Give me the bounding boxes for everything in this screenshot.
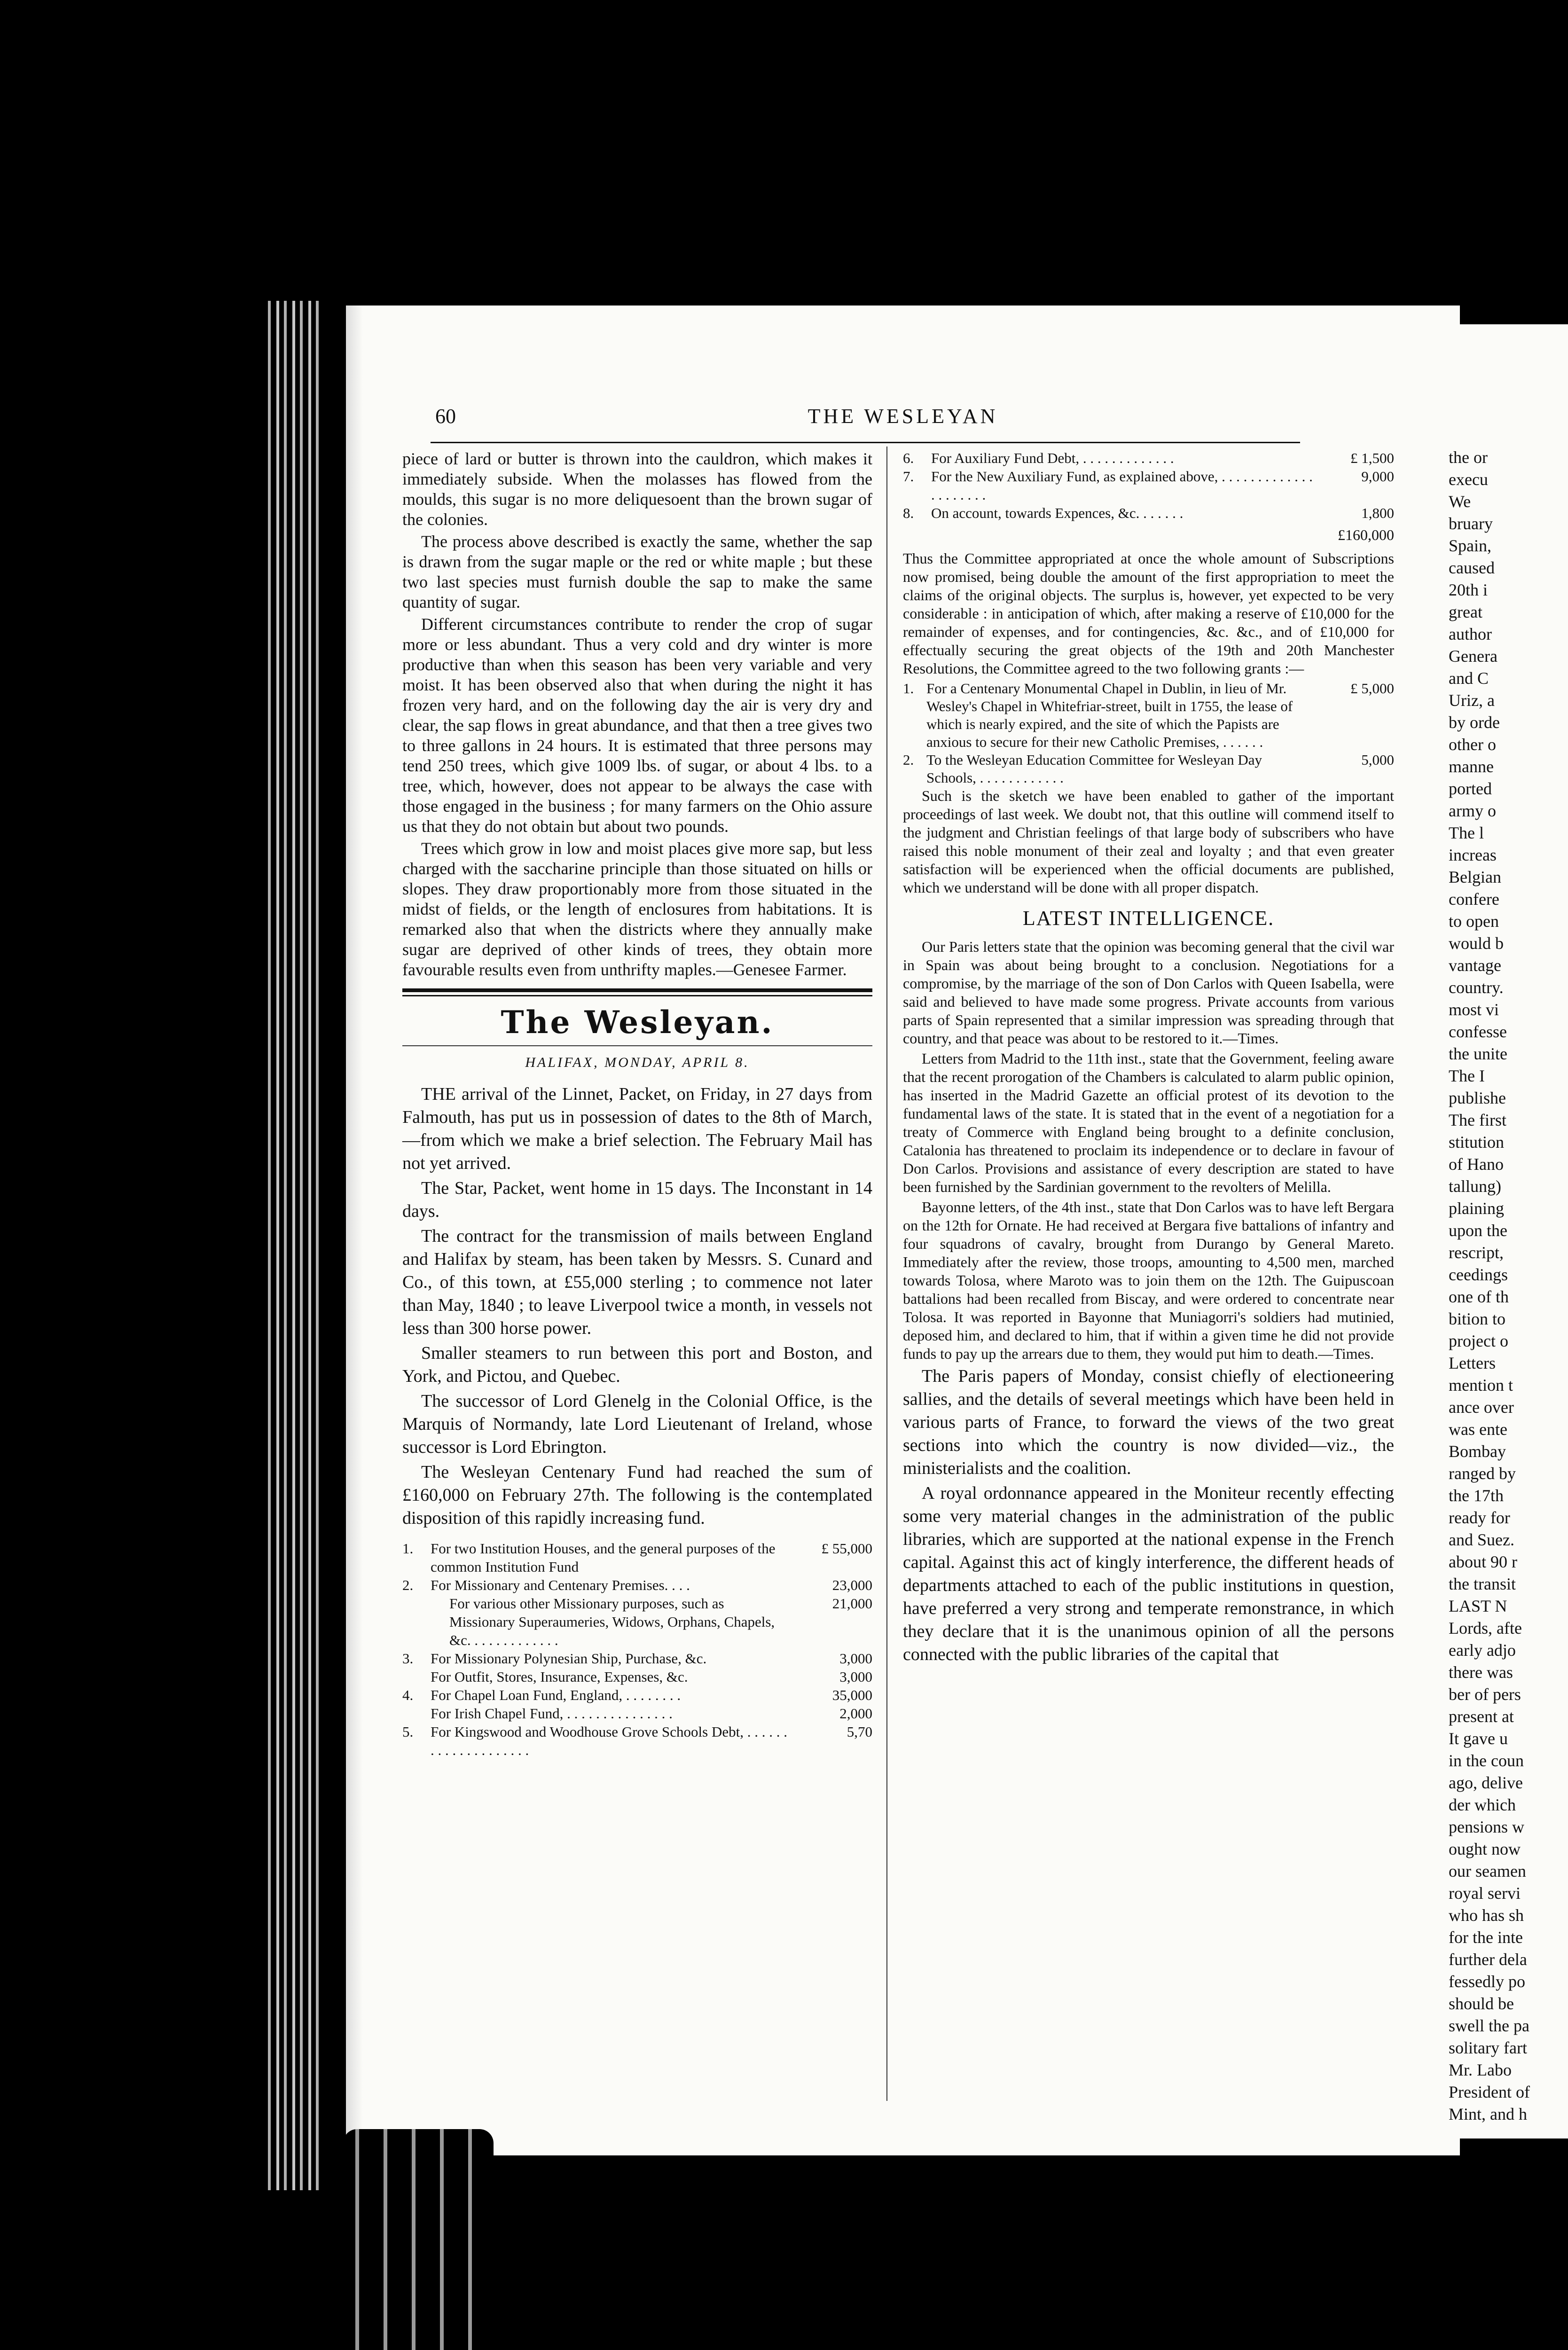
adjacent-page-fragment: project o: [1449, 1332, 1508, 1350]
adjacent-page-fragment: vantage: [1449, 956, 1501, 975]
adjacent-page-fragment: ported: [1449, 779, 1492, 798]
fund-item: 1. For two Institution Houses, and the general purposes of the common Institution Fund £ 55,000: [402, 1540, 872, 1575]
masthead-rule: [402, 988, 872, 996]
adjacent-page-fragment: confesse: [1449, 1022, 1507, 1041]
news-paragraph: A royal ordonnance appeared in the Moniteur recently effecting some very material changes in the administration of the public libraries, which are supported at the national expense in the French capital. Against this act of kingly interference, the different heads of departments attached to each of the public institutions in question, have preferred a very strong and temperate remonstrance, in which they declare that it is the unanimous opinion of all the persons connected with the public libraries of the capital that: [903, 1483, 1394, 1664]
news-paragraph: Smaller steamers to run between this port and Boston, and York, and Pictou, and Quebec.: [402, 1343, 872, 1386]
fund-item: 7. For the New Auxiliary Fund, as explained above, . . . . . . . . . . . . . . . . . . . . . 9,000: [903, 468, 1394, 503]
adjacent-page-fragment: one of th: [1449, 1287, 1509, 1306]
adjacent-page-fragment: ready for: [1449, 1508, 1510, 1527]
fund-item: For Outfit, Stores, Insurance, Expenses, &c. 3,000: [431, 1668, 872, 1685]
adjacent-page-fragment: further dela: [1449, 1950, 1527, 1969]
adjacent-page-fragment: about 90 r: [1449, 1552, 1517, 1571]
adjacent-page-fragment: bruary: [1449, 514, 1493, 533]
adjacent-page-fragment: bition to: [1449, 1309, 1506, 1328]
adjacent-page-text: [1443, 324, 1568, 2125]
adjacent-page-fragment: author: [1449, 625, 1492, 643]
news-paragraph: THE arrival of the Linnet, Packet, on Friday, in 27 days from Falmouth, has put us in possession of dates to the 8th of March,—from which we make a brief selection. The February Mail has not yet arrived.: [402, 1084, 872, 1173]
adjacent-page-fragment: plaining: [1449, 1199, 1504, 1218]
adjacent-page-fragment: The l: [1449, 823, 1484, 842]
adjacent-page-fragment: was ente: [1449, 1420, 1507, 1439]
news-paragraph: The successor of Lord Glenelg in the Colonial Office, is the Marquis of Normandy, late Lord Lieutenant of Ireland, whose successor is Lord Ebrington.: [402, 1391, 872, 1457]
adjacent-page-fragment: most vi: [1449, 1000, 1499, 1019]
grant-list: [903, 680, 1394, 787]
adjacent-page-fragment: should be: [1449, 1994, 1514, 2013]
adjacent-page-fragment: ought now: [1449, 1840, 1521, 1858]
adjacent-page-fragment: to open: [1449, 912, 1499, 931]
fund-item: 8. On account, towards Expences, &c. . . . . . . 1,800: [903, 505, 1394, 521]
fund-item: 2. For Missionary and Centenary Premises. . . . 23,000: [402, 1577, 872, 1593]
scanner-artifact: [343, 2129, 494, 2350]
adjacent-page-fragment: ber of pers: [1449, 1685, 1521, 1704]
adjacent-page-fragment: would b: [1449, 934, 1504, 953]
news-paragraph: The Wesleyan Centenary Fund had reached the sum of £160,000 on February 27th. The following is the contemplated disposition of this rapidly increasing fund.: [402, 1462, 872, 1528]
adjacent-page-fragment: of Hano: [1449, 1155, 1504, 1174]
adjacent-page-fragment: Lords, afte: [1449, 1619, 1522, 1637]
article-paragraph: Trees which grow in low and moist places give more sap, but less charged with the saccharine principle than those situated on hills or slopes. They draw proportionably more from those situated in the midst of fields, or the length of enclosures from habitations. It is remarked also that when the districts where they annually make sugar are deprived of other kinds of trees, they obtain more favourable results even from unthrifty maples.—Genesee Farmer.: [402, 839, 872, 979]
adjacent-page-fragment: ago, delive: [1449, 1773, 1523, 1792]
running-head: [346, 404, 1460, 432]
grant-item: 1. For a Centenary Monumental Chapel in Dublin, in lieu of Mr. Wesley's Chapel in Whitefriar-street, built in 1755, the lease of which is nearly expired, and the site of which the Papists are anxious to secure for their new Catholic Premises, . . . . . . £ 5,000: [903, 680, 1394, 750]
newspaper-page: [346, 306, 1460, 2155]
article-paragraph: Different circumstances contribute to render the crop of sugar more or less abundant. Thus a very cold and dry winter is more productive than when this season has been very variable and very moist. It has been observed also that when during the night it has frozen very hard, and on the following day the air is very dry and clear, the sap flows in great abundance, and that then a tree gives two to three gallons in 24 hours. It is estimated that three persons may tend 250 trees, which give 1009 lbs. of sugar, or about 4 lbs. to a tree, which, however, does not appear to be always the case with those engaged in the business ; for many farmers on the Ohio assure us that they do not obtain but about two pounds.: [402, 615, 872, 836]
news-paragraph: The Star, Packet, went home in 15 days. The Inconstant in 14 days.: [402, 1178, 872, 1221]
fund-list: [402, 1539, 872, 1759]
adjacent-page-fragment: ranged by: [1449, 1464, 1516, 1483]
adjacent-page-fragment: in the coun: [1449, 1751, 1524, 1770]
adjacent-page-fragment: our seamen: [1449, 1862, 1526, 1880]
column-divider: [886, 446, 887, 2101]
adjacent-page-fragment: publishe: [1449, 1089, 1506, 1107]
adjacent-page-fragment: der which: [1449, 1795, 1516, 1814]
adjacent-page-fragment: Mr. Labo: [1449, 2060, 1512, 2079]
adjacent-page-fragment: execu: [1449, 470, 1488, 489]
adjacent-page-fragment: Spain,: [1449, 536, 1492, 555]
adjacent-page-fragment: 20th i: [1449, 580, 1488, 599]
running-title: THE WESLEYAN: [808, 405, 998, 428]
masthead: The Wesleyan.: [501, 1004, 774, 1041]
adjacent-page-fragment: other o: [1449, 735, 1496, 754]
adjacent-page-fragment: Letters: [1449, 1354, 1496, 1372]
adjacent-page-fragment: Genera: [1449, 647, 1497, 666]
adjacent-page-fragment: early adjo: [1449, 1641, 1516, 1660]
adjacent-page-fragment: confere: [1449, 890, 1499, 909]
grant-item: 2. To the Wesleyan Education Committee for Wesleyan Day Schools, . . . . . . . . . . . . 5,000: [903, 752, 1394, 786]
adjacent-page-fragment: LAST N: [1449, 1597, 1507, 1615]
fund-item: For Irish Chapel Fund, . . . . . . . . . . . . . . . 2,000: [431, 1705, 872, 1722]
fund-total: £160,000: [1338, 526, 1394, 543]
adjacent-page-fragment: President of: [1449, 2083, 1530, 2101]
adjacent-page-fragment: We: [1449, 492, 1471, 511]
fund-item: 3. For Missionary Polynesian Ship, Purchase, &c. 3,000: [402, 1650, 872, 1667]
adjacent-page-fragment: stitution: [1449, 1133, 1505, 1152]
right-column: [903, 449, 1394, 1668]
adjacent-page-fragment: upon the: [1449, 1221, 1507, 1240]
adjacent-page-fragment: the or: [1449, 448, 1488, 467]
news-paragraph: The contract for the transmission of mails between England and Halifax by steam, has been taken by Messrs. S. Cunard and Co., of this town, at £55,000 sterling ; to commence not later than May, 1840 ; to leave Liverpool twice a month, in vessels not less than 300 horse power.: [402, 1226, 872, 1338]
page-binding-edge: [263, 301, 320, 2190]
news-paragraph: The Paris papers of Monday, consist chiefly of electioneering sallies, and the details of several meetings which have been held in various parts of France, to forward the views of the two great sections into which the country is now divided—viz., the ministerialists and the coalition.: [903, 1366, 1394, 1478]
adjacent-page-fragment: country.: [1449, 978, 1504, 997]
adjacent-page-fragment: increas: [1449, 846, 1497, 864]
header-rule: [431, 442, 1300, 443]
fund-item: 4. For Chapel Loan Fund, England, . . . . . . . . 35,000: [402, 1687, 872, 1703]
fund-item: 6. For Auxiliary Fund Debt, . . . . . . . . . . . . . £ 1,500: [903, 450, 1394, 466]
adjacent-page-fragment: present at: [1449, 1707, 1514, 1726]
page-number: 60: [435, 405, 456, 428]
adjacent-page-fragment: ceedings: [1449, 1265, 1508, 1284]
adjacent-page-fragment: royal servi: [1449, 1884, 1521, 1903]
adjacent-page-fragment: The I: [1449, 1066, 1485, 1085]
adjacent-page-fragment: ance over: [1449, 1398, 1514, 1417]
adjacent-page-fragment: manne: [1449, 757, 1494, 776]
adjacent-page-fragment: Uriz, a: [1449, 691, 1495, 710]
dateline: HALIFAX, MONDAY, APRIL 8.: [402, 1045, 872, 1071]
section-heading: LATEST INTELLIGENCE.: [1022, 907, 1275, 930]
adjacent-page-fragment: mention t: [1449, 1376, 1513, 1394]
adjacent-page-fragment: for the inte: [1449, 1928, 1523, 1947]
adjacent-page-fragment: Belgian: [1449, 868, 1501, 886]
fund-item: For various other Missionary purposes, such as Missionary Superaumeries, Widows, Orphans, Chapels, &c. . . . . . . . . . . . . 21,000: [449, 1595, 872, 1648]
news-paragraph: Letters from Madrid to the 11th inst., state that the Government, feeling aware that the recent prorogation of the Chambers is calculated to alarm public opinion, has inserted in the Madrid Gazette an official protest of its devotion to the fundamental laws of the state. It is stated that in the event of a negotiation for a treaty of Commerce with England being brought to a definite conclusion, Catalonia has threatened to proclaim its independence or to declare in favour of Don Carlos. Provisions and assistance of every description are stated to have been furnished by the Sardinian government to the revolters of Melilla.: [903, 1050, 1394, 1195]
adjacent-page-fragment: fessedly po: [1449, 1972, 1525, 1991]
adjacent-page-fragment: the 17th: [1449, 1486, 1504, 1505]
adjacent-page-fragment: and Suez.: [1449, 1530, 1514, 1549]
adjacent-page-fragment: who has sh: [1449, 1906, 1524, 1925]
adjacent-page-fragment: and C: [1449, 669, 1489, 688]
adjacent-page-fragment: Bombay: [1449, 1442, 1506, 1461]
adjacent-page-fragment: army o: [1449, 801, 1496, 820]
left-column: [402, 449, 872, 1759]
adjacent-page-fragment: tallung): [1449, 1177, 1501, 1196]
adjacent-page-fragment: Mint, and h: [1449, 2105, 1527, 2123]
adjacent-page-fragment: swell the pa: [1449, 2016, 1529, 2035]
article-paragraph: Such is the sketch we have been enabled to gather of the important proceedings of last week. We doubt not, that this outline will commend itself to the judgment and Christian feelings of that large body of subscribers who have raised this noble monument of their zeal and loyalty ; and that even greater satisfaction will be experienced when the official documents are published, which we understand will be done with all proper dispatch.: [903, 787, 1394, 896]
adjacent-page-fragment: pensions w: [1449, 1817, 1524, 1836]
adjacent-page-fragment: the transit: [1449, 1574, 1516, 1593]
adjacent-page-fragment: It gave u: [1449, 1729, 1508, 1748]
adjacent-page-fragment: there was: [1449, 1663, 1513, 1682]
adjacent-page-fragment: rescript,: [1449, 1243, 1504, 1262]
adjacent-page-fragment: solitary fart: [1449, 2038, 1527, 2057]
adjacent-page-fragment: great: [1449, 603, 1482, 621]
article-paragraph: Thus the Committee appropriated at once the whole amount of Subscriptions now promised, being double the amount of the first appropriation to meet the claims of the original objects. The surplus is, however, yet expected to be very considerable : in anticipation of which, after making a reserve of £10,000 for the remainder of expenses, and for contingencies, &c. &c., and of £10,000 for effectually securing the great objects of the 19th and 20th Manchester Resolutions, the Committee agreed to the two following grants :—: [903, 550, 1394, 677]
adjacent-page-fragment: caused: [1449, 558, 1495, 577]
adjacent-page-edge: [1443, 324, 1568, 2138]
adjacent-page-fragment: The first: [1449, 1111, 1506, 1129]
adjacent-page-fragment: the unite: [1449, 1044, 1507, 1063]
fund-item: 5. For Kingswood and Woodhouse Grove Schools Debt, . . . . . . . . . . . . . . . . . . . . 5,70: [402, 1723, 872, 1758]
article-paragraph: The process above described is exactly the same, whether the sap is drawn from the sugar maple or the red or white maple ; but these two last species must furnish double the sap to make the same quantity of sugar.: [402, 532, 872, 611]
news-paragraph: Our Paris letters state that the opinion was becoming general that the civil war in Spain was about being brought to a conclusion. Negotiations for a compromise, by the marriage of the son of Don Carlos with Queen Isabella, were said and believed to have made some progress. Private accounts from various parts of Spain represented that a similar impression was spreading through that country, and that peace was about to be restored to it.—Times.: [903, 938, 1394, 1047]
news-paragraph: Bayonne letters, of the 4th inst., state that Don Carlos was to have left Bergara on the 12th for Ornate. He had received at Bergara five battalions of infantry and four squadrons of cavalry, brought from Durango by General Mareto. Immediately after the review, those troops, amounting to 4,500 men, marched towards Tolosa, where Maroto was to join them on the 12th. The Guipuscoan battalions had been recalled from Biscay, and were ordered to concentrate near Tolosa. It was reported in Bayonne that Muniagorri's soldiers had mutinied, deposed him, and declared to him, that if within a given time he did not provide funds to pay up the arrears due to them, they would put him to death.—Times.: [903, 1198, 1394, 1362]
fund-list-continued: [903, 449, 1394, 522]
article-paragraph: piece of lard or butter is thrown into the cauldron, which makes it immediately subside. When the molasses has flowed from the moulds, this sugar is no more deliquesoent than the brown sugar of the colonies.: [402, 449, 872, 529]
adjacent-page-fragment: by orde: [1449, 713, 1500, 732]
